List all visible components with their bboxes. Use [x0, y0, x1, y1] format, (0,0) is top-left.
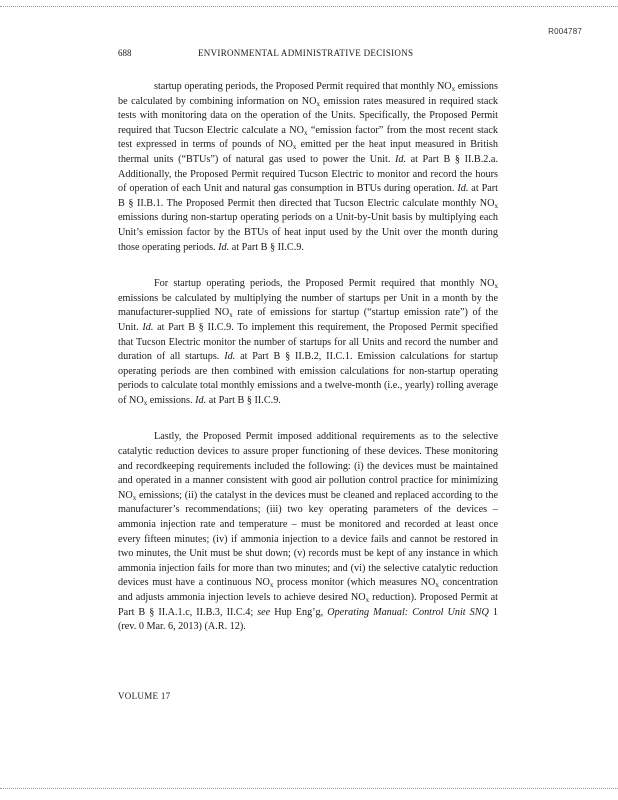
running-head: ENVIRONMENTAL ADMINISTRATIVE DECISIONS	[198, 48, 414, 58]
document-id: R004787	[548, 27, 582, 36]
body-text	[118, 80, 498, 635]
page-number: 688	[118, 48, 132, 58]
scan-edge-top	[0, 6, 618, 7]
scan-edge-bottom	[0, 788, 618, 789]
volume-footer: VOLUME 17	[118, 691, 171, 701]
paragraph-3: Lastly, the Proposed Permit imposed additional requirements as to the selective catalytic reduction devices to assure proper functioning of these devices. These monitoring and recordkeeping requirements included the following: (i) the devices must be maintained and operated in a manner consistent with good air pollution control practice for minimizing $NO_x$ emissions; (ii) the catalyst in the devices must be cleaned and replaced according to the manufacturer’s recommendations; (iii) two key operating parameters of the devices – ammonia injection rate and temperature – must be monitored and recorded at least once every fifteen minutes; (iv) if ammonia injection to a device fails and cannot be restored in two minutes, the Unit must be shut down; (v) records must be kept of any instance in which ammonia injection fails for more than two minutes; and (vi) the selective catalytic reduction devices must have a continuous $NO_x$ process monitor (which measures $NO_x$ concentration and adjusts ammonia injection levels to achieve desired $NO_x$ reduction). Proposed Permit at Part B § II.A.1.c, II.B.3, II.C.4; see Hup Eng’g, Operating Manual: Control Unit SNQ 1 (rev. 0 Mar. 6, 2013) (A.R. 12).	[118, 431, 498, 633]
paragraph-2: For startup operating periods, the Proposed Permit required that monthly $NO_x$ emissions be calculated by multiplying the number of startups per Unit in a month by the manufacturer-supplied $NO_x$ rate of emissions for startup (“startup emission rate”) of the Unit. Id. at Part B § II.C.9. To implement this requirement, the Proposed Permit specified that Tucson Electric monitor the number of startups for all Units and record the number and duration of all startups. Id. at Part B § II.B.2, II.C.1. Emission calculations for startup operating periods are then combined with emission calculations for non-startup operating periods to calculate total monthly emissions and a twelve-month (i.e., yearly) rolling average of $NO_x$ emissions. Id. at Part B § II.C.9.	[118, 278, 499, 407]
paragraph-1: startup operating periods, the Proposed Permit required that monthly $NO_x$ emissions be calculated by combining information on $NO_x$ emission rates measured in required stack tests with monitoring data on the operation of the Units. Specifically, the Proposed Permit required that Tucson Electric calculate a $NO_x$ “emission factor” from the most recent stack test expressed in terms of pounds of $NO_x$ emitted per the heat input measured in British thermal units (“BTUs”) of natural gas used to power the Unit. Id. at Part B § II.B.2.a. Additionally, the Proposed Permit required Tucson Electric to monitor and record the hours of operation of each Unit and natural gas consumption in BTUs during operation. Id. at Part B § II.B.1. The Proposed Permit then directed that Tucson Electric calculate monthly $NO_x$ emissions during non-startup operating periods on a Unit-by-Unit basis by multiplying each Unit’s emission factor by the BTUs of heat input used by the Unit over the month during those operating periods. Id. at Part B § II.C.9.	[118, 81, 498, 253]
